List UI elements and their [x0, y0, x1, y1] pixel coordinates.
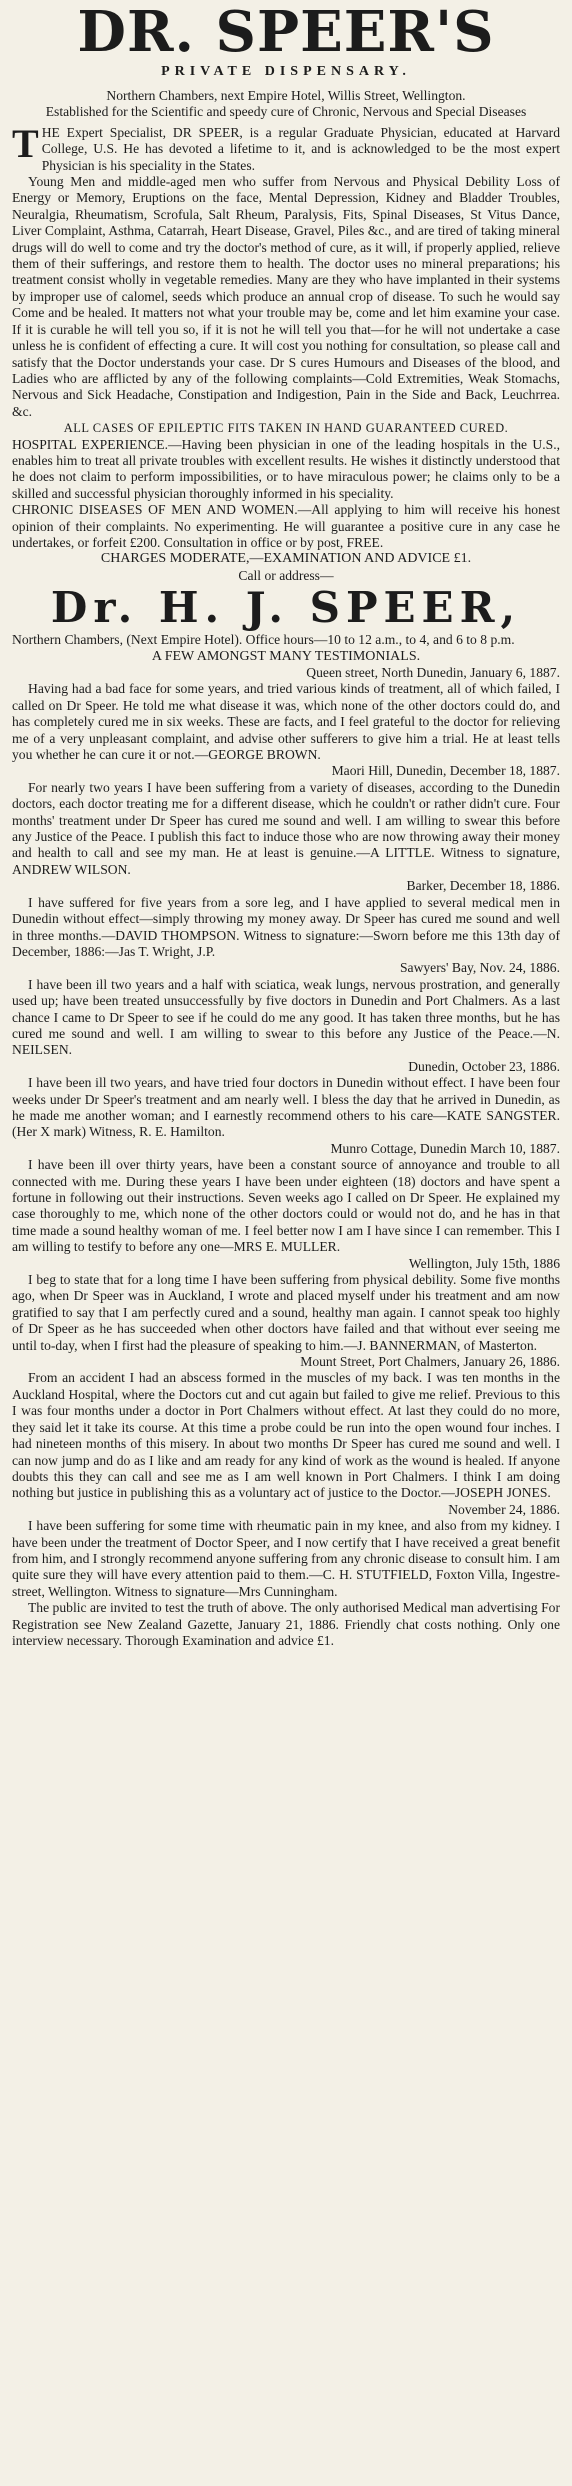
- testimonials-list: [12, 665, 560, 1600]
- drop-cap: T: [12, 120, 39, 166]
- office-line: Northern Chambers, (Next Empire Hotel). Office hours—10 to 12 a.m., to 4, and 6 to 8 p.m.: [12, 632, 515, 648]
- testimonial-place: Mount Street, Port Chalmers, January 26, 1886.: [300, 1354, 560, 1370]
- testimonial-place: Sawyers' Bay, Nov. 24, 1886.: [399, 960, 560, 976]
- masthead-title: DR. SPEER'S: [77, 0, 495, 65]
- testimonial-text: From an accident I had an abscess formed in the muscles of my back. I was ten months in the Auckland Hospital, where the Doctors cut and cut again but failed to give me relief. Previous to this I was four months under a doctor in Port Chalmers without effect. At last they could do no more, they said let it take its course. At this time a probe could be run into the open wound four inches. I had nineteen months of this misery. In about two months Dr Speer has cured me sound and well. I can now jump and do as I like and am ready for any kind of work as the wound is healed. If anyone doubts this they can call and see me as I am well known in Port Chalmers. I think I am doing nothing but justice in publishing this as a voluntary act of justice to the Doctor.—JOSEPH JONES.: [12, 1370, 560, 1501]
- intro-text: HE Expert Specialist, DR SPEER, is a regular Graduate Physician, educated at Harvard College, U.S. He has devoted a lifetime to it, and is acknowledged to be the most expert Physician is his speciality in the States.: [41, 124, 560, 173]
- hospital-paragraph: HOSPITAL EXPERIENCE.—Having been physician in one of the leading hospitals in the U.S., enables him to treat all private troubles with excellent results. He wishes it distinctly understood that he does not claim to perform impossibilities, or to have miraculous power; he claims only to be a skilled and successful physician thoroughly informed in his speciality.: [12, 436, 560, 501]
- call-line: Call or address—: [238, 567, 334, 583]
- charges-line: CHARGES MODERATE,—EXAMINATION AND ADVICE £1.: [100, 551, 472, 567]
- established-line: Established for the Scientific and speedy cure of Chronic, Nervous and Special Diseases: [45, 104, 527, 120]
- testimonial-text: Having had a bad face for some years, and tried various kinds of treatment, all of which failed, I called on Dr Speer. He told me what disease it was, which none of the other doctors could do, and has completely cured me in six weeks. These are facts, and I feel grateful to the doctor for relieving me of a very unpleasant complaint, and advise other sufferers to give him a trial. He at least tells you whether he can cure it or not.—GEORGE BROWN.: [12, 681, 560, 763]
- footer-paragraph: The public are invited to test the truth of above. The only authorised Medical man advertising For Registration see New Zealand Gazette, January 21, 1886. Friendly chat costs nothing. Only one interview necessary. Thorough Examination and advice £1.: [12, 1600, 560, 1648]
- address-line: Northern Chambers, next Empire Hotel, Willis Street, Wellington.: [106, 88, 466, 103]
- testimonial-place: Dunedin, October 23, 1886.: [408, 1058, 560, 1074]
- chronic-paragraph: CHRONIC DISEASES OF MEN AND WOMEN.—All applying to him will receive his honest opinion of their complaints. No experimenting. He will guarantee a positive cure in any case he undertakes, or forfeit £200. Consultation in office or by post, FREE.: [12, 502, 560, 550]
- testimonial-text: I have been ill two years, and have tried four doctors in Dunedin without effect. I have been four weeks under Dr Speer's treatment and am nearly well. I bless the day that he arrived in Dunedin, as he made me another woman; and I earnestly recommend others to his care—KATE SANGSTER. (Her X mark) Witness, R. E. Hamilton.: [12, 1075, 560, 1140]
- testimonial-text: I beg to state that for a long time I have been suffering from physical debility. Some five months ago, when Dr Speer was in Auckland, I wrote and placed myself under his treatment and am now gratified to say that I am perfectly cured and a sound, healthy man again. I cannot speak too highly of Dr Speer as he has succeeded when other doctors have failed and that without ever seeing me until to-day, when I first had the pleasure of speaking to him.—J. BANNERMAN, of Masterton.: [12, 1272, 560, 1353]
- testimonial-place: Maori Hill, Dunedin, December 18, 1887.: [331, 763, 560, 779]
- testimonials-heading: A FEW AMONGST MANY TESTIMONIALS.: [151, 648, 421, 664]
- testimonial-place: Wellington, July 15th, 1886: [408, 1255, 560, 1271]
- epilepsy-notice: ALL CASES OF EPILEPTIC FITS TAKEN IN HAND GUARANTEED CURED.: [63, 421, 509, 436]
- symptoms-paragraph: Young Men and middle-aged men who suffer from Nervous and Physical Debility Loss of Energy or Memory, Eruptions on the face, Mental Depression, Kidney and Bladder Troubles, Neuralgia, Rheumatism, Scrofula, Salt Rheum, Paralysis, Fits, Spinal Diseases, St Vitus Dance, Liver Complaint, Asthma, Catarrah, Heart Disease, Gravel, Piles &c., and are tired of taking mineral drugs will do well to come and try the doctor's method of cure, as it will, if properly applied, relieve them of their sufferings, and restore them to health. The doctor uses no mineral preparations; his treatment consist wholly in vegetable remedies. Many are they who have implanted in their systems by improper use of calomel, seeds which produce an annual crop of disease. To such he would say Come and be healed. It matters not what your trouble may be, come and let him examine your case. If it is curable he will tell you so, if it is not he will tell you that—for he will not undertake a case unless he is confident of effecting a cure. It will cost you nothing for consultation, so please call and satisfy that the Doctor understands your case. Dr S cures Humours and Diseases of the blood, and Ladies who are afflicted by any of the following complaints—Cold Extremities, Weak Stomachs, Nervous and Sick Headache, Constipation and Indigestion, Pain in the Side and Back, Leuchrrea. &c.: [12, 174, 560, 419]
- testimonial-place: Munro Cottage, Dunedin March 10, 1887.: [330, 1140, 560, 1156]
- testimonial-text: I have suffered for five years from a sore leg, and I have applied to several medical men in Dunedin without effect—simply throwing my money away. Dr Speer has cured me sound and well in three months.—DAVID THOMPSON. Witness to signature:—Sworn before me this 13th day of December, 1886:—Jas T. Wright, J.P.: [12, 894, 560, 959]
- masthead-subtitle: PRIVATE DISPENSARY.: [161, 64, 411, 79]
- intro-paragraph: [12, 120, 560, 174]
- advertisement: [12, 0, 560, 1649]
- doctor-name: Dr. H. J. SPEER,: [50, 583, 522, 633]
- testimonial-text: I have been suffering for some time with rheumatic pain in my knee, and also from my kidney. I have been under the treatment of Doctor Speer, and I now certify that I have received a great benefit from him, and I strongly recommend anyone suffering from any chronic disease to consult him. I am quite sure they will have every attention paid to them.—C. H. STUTFIELD, Foxton Villa, Ingestre-street, Wellington. Witness to signature—Mrs Cunningham.: [12, 1518, 560, 1599]
- testimonial-place: Barker, December 18, 1886.: [406, 878, 560, 894]
- testimonial-text: I have been ill over thirty years, have been a constant source of annoyance and trouble to all connected with me. During these years I have been under eighteen (18) doctors and have spent a fortune in following out their instructions. Seven weeks ago I called on Dr Speer. He explained my case thoroughly to me, which none of the other doctors could or would not do, and he has in that time made a sound healthy woman of me. I feel better now I am I have since I can remember. This I am willing to testify to before any one—MRS E. MULLER.: [12, 1157, 560, 1255]
- testimonial-text: For nearly two years I have been suffering from a variety of diseases, according to the Dunedin doctors, each doctor treating me for a different disease, which he couldn't or rather didn't cure. Four months' treatment under Dr Speer has cured me sound and well. I am willing to swear this before any Justice of the Peace. I publish this fact to induce those who are now throwing away their money and health to call and see my man. He at least is genuine.—A LITTLE. Witness to signature, ANDREW WILSON.: [12, 779, 560, 877]
- testimonial-place: Queen street, North Dunedin, January 6, 1887.: [306, 665, 560, 680]
- testimonial-text: I have been ill two years and a half with sciatica, weak lungs, nervous prostration, and generally used up; have been treated unsuccessfully by five doctors in Dunedin and Port Chalmers. As a last chance I came to Dr Speer to see if he could do me any good. It has taken three months, but he has cured me sound and well. I am willing to swear to this before any Justice of the Peace.—N. NEILSEN.: [12, 976, 560, 1058]
- testimonial-place: November 24, 1886.: [448, 1501, 560, 1517]
